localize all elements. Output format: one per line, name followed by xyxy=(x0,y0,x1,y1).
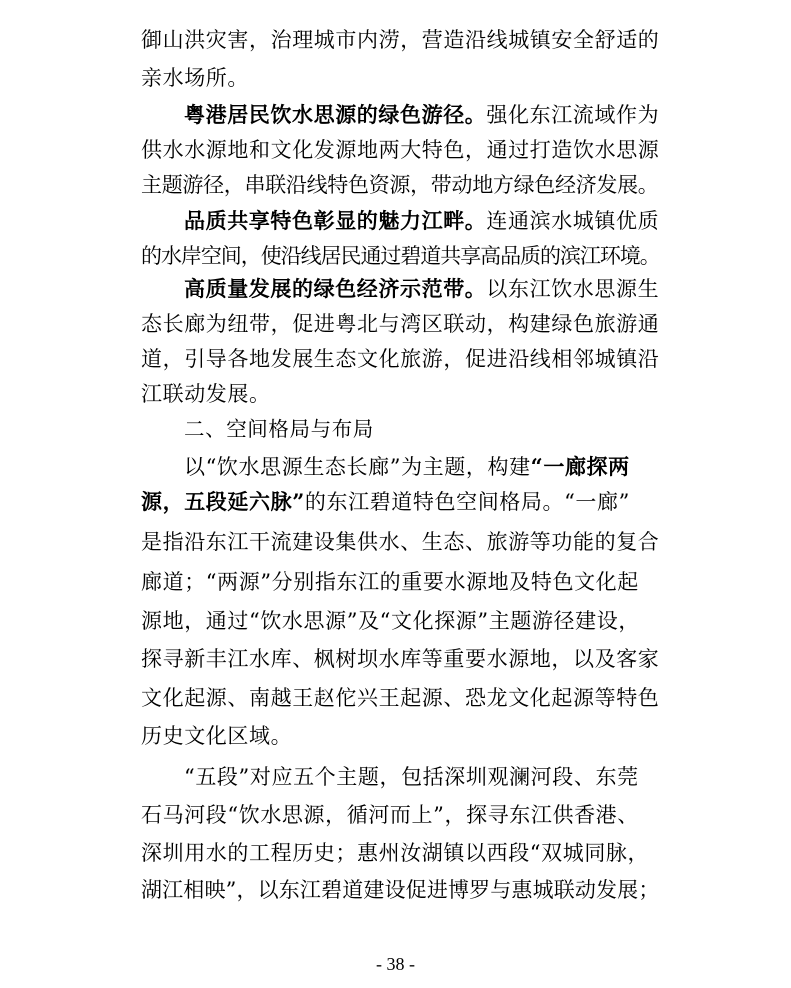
bold-lead-phrase: 品质共享特色彰显的魅力江畔。 xyxy=(184,208,487,233)
text-run: 的水岸空间，使沿线居民通过碧道共享高品质的滨江环境。 xyxy=(141,244,660,268)
bold-lead-phrase: 粤港居民饮水思源的绿色游径。 xyxy=(184,102,487,127)
text-line xyxy=(141,872,659,908)
text-run: 文化起源、南越王赵佗兴王起源、恐龙文化起源等特色 xyxy=(141,686,660,710)
text-line xyxy=(141,797,639,833)
text-run: 湖江相映”，以东江碧道建设促进博罗与惠城联动发展； xyxy=(141,878,660,902)
text-line xyxy=(184,271,659,307)
text-line xyxy=(141,238,660,274)
text-run: 道，引导各地发展生态文化旅游，促进沿线相邻城镇沿 xyxy=(141,347,660,371)
section-heading xyxy=(184,411,374,447)
text-line xyxy=(141,22,659,58)
page-number: - 38 - xyxy=(376,954,415,974)
text-run: 源地，通过“饮水思源”及“文化探源”主题游径建设， xyxy=(141,609,640,633)
text-run: 是指沿东江干流建设集供水、生态、旅游等功能的复合 xyxy=(141,530,660,554)
text-run: 江联动发展。 xyxy=(141,382,271,406)
text-line xyxy=(184,759,639,795)
text-line xyxy=(141,376,271,412)
text-line xyxy=(141,484,630,520)
text-line xyxy=(184,449,630,485)
text-run: “五段”对应五个主题，包括深圳观澜河段、东莞 xyxy=(184,765,639,789)
text-run: 供水水源地和文化发源地两大特色，通过打造饮水思源 xyxy=(141,138,660,162)
text-run: 态长廊为纽带，促进粤北与湾区联动，构建绿色旅游通 xyxy=(141,312,660,336)
text-run: 御山洪灾害，治理城市内涝，营造沿线城镇安全舒适的 xyxy=(141,28,660,52)
text-line xyxy=(141,60,249,96)
text-run: 深圳用水的工程历史；惠州汝湖镇以西段“双城同脉， xyxy=(141,841,650,865)
bold-lead-phrase: 高质量发展的绿色经济示范带。 xyxy=(184,276,487,301)
text-line xyxy=(141,603,640,639)
text-run: 以东江饮水思源生 xyxy=(486,277,660,301)
text-line xyxy=(141,524,659,560)
text-line xyxy=(141,167,659,203)
text-line xyxy=(184,203,659,239)
text-run: 强化东江流域作为 xyxy=(486,103,660,127)
text-run: 石马河段“饮水思源，循河而上”，探寻东江供香港、 xyxy=(141,803,639,827)
text-line xyxy=(184,97,659,133)
text-line xyxy=(141,564,639,600)
bold-phrase: “一廊探两 xyxy=(530,454,630,479)
text-run: 的东江碧道特色空间格局。“一廊” xyxy=(304,490,630,514)
text-run: 廊道；“两源”分别指东江的重要水源地及特色文化起 xyxy=(141,570,639,594)
text-line xyxy=(141,835,649,871)
text-run: 亲水场所。 xyxy=(141,66,249,90)
heading-text: 二、空间格局与布局 xyxy=(184,417,374,441)
text-run: 主题游径，串联沿线特色资源，带动地方绿色经济发展。 xyxy=(141,173,659,197)
bold-phrase: 源，五段延六脉” xyxy=(141,489,305,514)
text-line xyxy=(141,680,659,716)
text-line xyxy=(141,341,659,377)
text-run: 以“饮水思源生态长廊”为主题，构建 xyxy=(184,455,531,479)
text-line xyxy=(141,132,659,168)
text-run: 历史文化区域。 xyxy=(141,724,293,748)
text-run: 连通滨水城镇优质 xyxy=(486,209,660,233)
text-line xyxy=(141,641,659,677)
text-line xyxy=(141,306,659,342)
text-line xyxy=(141,718,292,754)
text-run: 探寻新丰江水库、枫树坝水库等重要水源地，以及客家 xyxy=(141,647,660,671)
